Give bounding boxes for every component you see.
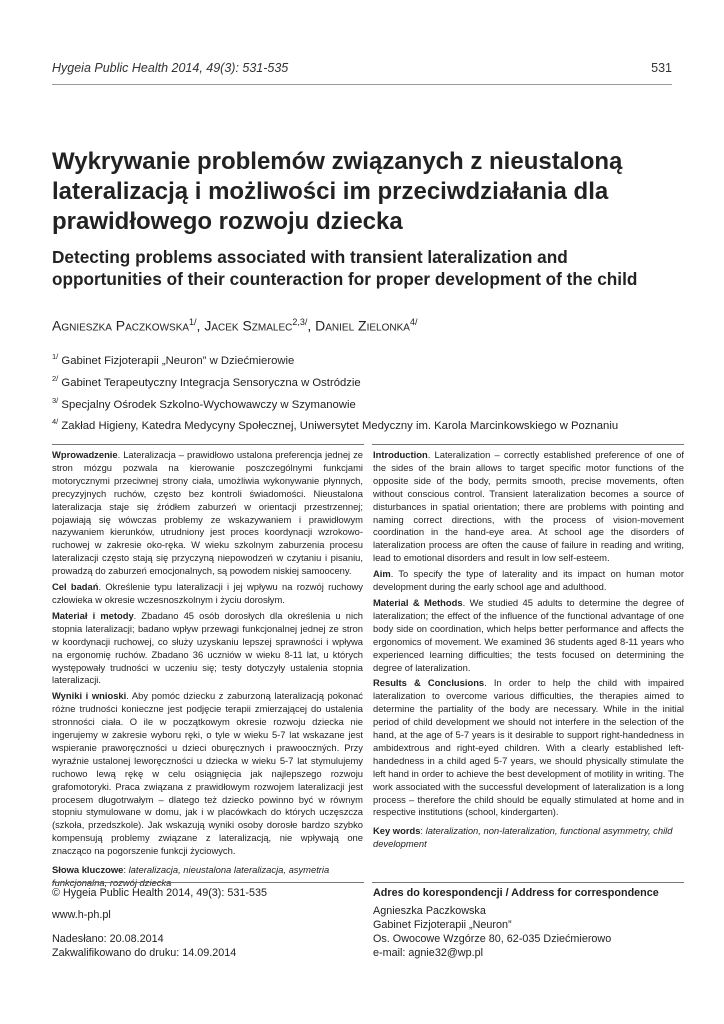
keywords-polish: Słowa kluczowe: lateralizacja, nieustalona lateralizacja, asymetria funkcjonalna, rozwój dziecka (52, 864, 330, 888)
correspondence-line: Os. Owocowe Wzgórze 80, 62-035 Dziećmierowo (373, 933, 612, 945)
accepted-date: Zakwalifikowano do druku: 14.09.2014 (52, 947, 237, 959)
title-english: Detecting problems associated with transient lateralization and opportunities of their counteraction for proper development of the child (52, 247, 638, 289)
affiliation-mark: 3/ (52, 395, 59, 405)
submitted-date: Nadesłano: 20.08.2014 (52, 933, 164, 945)
section-text: . In order to help the child with impaired lateralization to overcome various difficulties, the therapies aimed to determine the partiality of the body are necessary. While in the initial period of child development we should not interfere in the selection of the hand, at the age of 5-7 years is it desirable to support right-handedness in ambidextrous and right-eyed children. With a clearly established left-handedness in a child aged 5-7 years, we should physically stimulate the left hand in order to achieve the best development of motility in writing. The work associated with the successful development of lateralization is a long process – therefore the child should be equally stimulated at home and in respective institutions (school, kindergarten). (373, 677, 684, 818)
website-link[interactable]: www.h-ph.pl (52, 909, 111, 921)
author-affiliation-mark: 4/ (409, 317, 418, 327)
abstract-polish (52, 449, 363, 893)
abstract-section (373, 568, 684, 594)
abstract-section (52, 610, 363, 687)
section-label: Wyniki i wnioski (52, 690, 127, 702)
abstract-section (52, 581, 363, 607)
copyright-line: © Hygeia Public Health 2014, 49(3): 531-535 (52, 887, 268, 899)
affiliation-mark: 1/ (52, 352, 59, 361)
author-name: Jacek Szmalec (204, 317, 293, 334)
abstract-rule-left (52, 444, 364, 445)
running-head (52, 61, 672, 79)
author-name: Daniel Zielonka (315, 317, 410, 334)
section-text: . Lateralization – correctly established preference of one of the sides of the brain allows to target specific motor functions of the opposite side of the body, permits smooth, precise movements, often without conscious control. Transient lateralization becomes a source of disturbances in spatial orientation; there are problems with pointing and naming correct directions, with the process of vision-movement coordination in the hand-eye area. At school age the disorders of lateralization process are often the cause of failure in reading and writing, lead to emotional disorders and result in low self-esteem. (373, 449, 684, 564)
keywords-label: Słowa kluczowe (52, 864, 124, 876)
publication-info (52, 886, 267, 960)
affiliation-mark: 2/ (52, 373, 59, 383)
header-rule (52, 84, 672, 85)
affiliations (52, 348, 618, 435)
author-affiliation-mark: 1/ (189, 317, 197, 327)
correspondence-heading: Adres do korespondencji / Address for correspondence (373, 887, 659, 899)
affiliation-text: Gabinet Fizjoterapii „Neuron” w Dziećmierowie (58, 354, 295, 367)
section-label: Introduction (373, 449, 428, 460)
section-label: Results & Conclusions (373, 677, 485, 689)
keywords-text: lateralizacja, nieustalona lateralizacja, asymetria funkcjonalna, rozwój dziecka (52, 864, 330, 888)
footer-rule-right (372, 882, 684, 883)
affiliation-text: Zakład Higieny, Katedra Medycyny Społecznej, Uniwersytet Medyczny im. Karola Marcinkowskiego w Poznaniu (58, 420, 619, 433)
author-name: Agnieszka Paczkowska (52, 317, 190, 334)
affiliation-line (52, 413, 618, 435)
section-text: . Aby pomóc dziecku z zaburzoną lateralizacją pokonać różne trudności konieczne jest podjęcie terapii zmierzającej do ustalenia stronności ciała. O ile w początkowym okresie rozwoju dziecka nie ingerujemy w zakresie wyboru ręki, o tyle w wieku 5-7 lat wskazane jest wspieranie praworęczności u dzieci oburęcznych i prawooczných. Przy wyraźnie ustalonej leworęczności u dziecka w wieku 5-7 lat stymulujemy ruchowo lewą rękę w celu osiągnięcia jak najlepszego rozwoju grafomotoryki. Praca związana z prawidłowym rozwojem lateralizacji jest procesem długotrwałym – dlatego też dziecko powinno być w równym stopniu stymulowane w domu, jak i w placówkach do których uczęszcza (szkoła, przedszkole). Jak wskazują wyniki osoby dorosłe bardzo szybko kompensują problemy związane z lateralizacją, nie wpływają one znacząco na pogorszenie funkcji życiowych. (52, 690, 363, 857)
title-polish: Wykrywanie problemów związanych z nieustaloną lateralizacją i możliwości im przeciwdziałania dla prawidłowego rozwoju dziecka (52, 148, 623, 235)
keywords-label: Key words (373, 825, 421, 837)
section-text: . Lateralizacja – prawidłowo ustalona preferencja jednej ze stron mózgu pozwala na kierowanie poszczególnymi funkcjami motorycznymi przeciwnej strony ciała, umożliwia wykonywanie płynnych, precyzyjnych ruchów, często bez kontroli świadomości. Nieustalona lateralizacja staje się źródłem zaburzeń w orientacji przestrzennej; pojawiają się wówczas problemy ze wskazywaniem i prawidłowym nazywaniem kierunków, utrudniony jest proces koordynacji wzrokowo-ruchowej w zakresie oko-ręka. W wieku szkolnym zaburzenia procesu lateralizacji często stają się przyczyną niepowodzeń w czytaniu i pisaniu, prowadzą do zaburzeń emocjonalnych, są powodem niskiej samooceny. (52, 449, 363, 577)
abstract-section (373, 677, 684, 819)
keywords-english: Key words: lateralization, non-lateralization, functional asymmetry, child development (373, 825, 673, 850)
footer-rule-left (52, 882, 364, 883)
section-text: . We studied 45 adults to determine the degree of lateralization; the effect of the influence of the functional advantage of one body side on coordination, which helps better performance and affects the ergonomics of movement. We examined 36 students aged 8-11 years who experienced learning difficulties; the tests focused on determining the degree of lateralization. (373, 596, 685, 673)
page-number: 531 (651, 61, 672, 75)
abstract-english (373, 449, 684, 854)
author-list (52, 317, 417, 334)
abstract-section (52, 449, 363, 578)
section-label: Material & Methods (373, 596, 463, 608)
section-label: Aim (373, 568, 391, 580)
affiliation-mark: 4/ (52, 417, 59, 427)
affiliation-line (52, 370, 618, 392)
correspondence-email[interactable]: e-mail: agnie32@wp.pl (373, 947, 483, 959)
section-label: Wprowadzenie (52, 449, 118, 460)
section-text: . Zbadano 45 osób dorosłych dla określenia u nich stopnia lateralizacji; badano wpływ przewagi funkcjonalnej jednej ze stron w koordynacji ruchowej, co służy uzyskaniu lepszej sprawności i wpływa na ergonomię ruchów. Zbadano 36 uczniów w wieku 8-11 lat, u których występowały trudności w uczeniu się; testy dotyczyły ustalenia stopnia lateralizacji. (52, 609, 363, 686)
abstract-section (373, 597, 684, 674)
journal-citation: Hygeia Public Health 2014, 49(3): 531-535 (52, 61, 289, 75)
affiliation-line (52, 392, 618, 414)
affiliation-text: Gabinet Terapeutyczny Integracja Sensoryczna w Ostródzie (58, 376, 361, 389)
affiliation-text: Specjalny Ośrodek Szkolno-Wychowawczy w Szymanowie (58, 398, 356, 411)
author-separator: , (196, 317, 205, 334)
abstract-section (373, 449, 684, 565)
keywords-text: lateralization, non-lateralization, functional asymmetry, child development (373, 825, 673, 850)
section-text: . To specify the type of laterality and its impact on human motor development during the early school age and adulthood. (373, 568, 684, 593)
section-label: Cel badań (52, 581, 99, 593)
affiliation-line (52, 348, 618, 370)
correspondence-line: Gabinet Fizjoterapii „Neuron” (373, 919, 512, 931)
section-label: Materiał i metody (52, 609, 134, 621)
author-separator: , (307, 317, 316, 334)
correspondence-line: Agnieszka Paczkowska (373, 905, 486, 917)
abstract-rule-right (372, 444, 684, 445)
section-text: . Określenie typu lateralizacji i jej wpływu na rozwój ruchowy człowieka w okresie wczesnoszkolnym i życiu dorosłym. (52, 581, 363, 605)
abstract-section (52, 690, 363, 858)
correspondence-block (373, 886, 659, 960)
author-affiliation-mark: 2,3/ (292, 317, 308, 327)
